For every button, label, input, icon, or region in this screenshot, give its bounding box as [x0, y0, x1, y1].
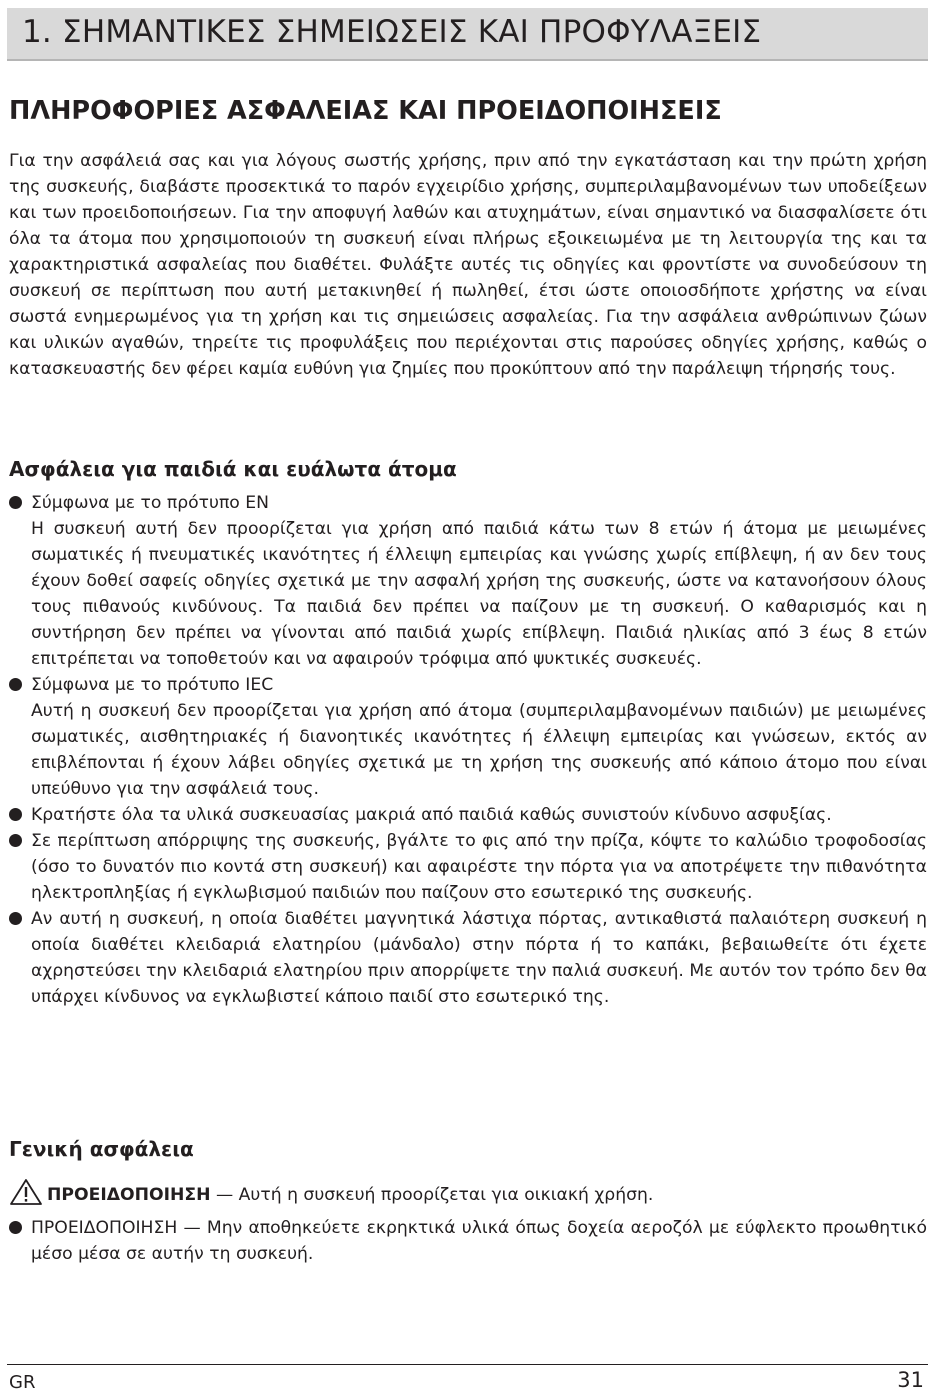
list-item-text: Αν αυτή η συσκευή, η οποία διαθέτει μαγνητικά λάστιχα πόρτας, αντικαθιστά παλαιότερη συσκευή η οποία διαθέτει κλειδαριά ελατηρίου (μάνδαλο) στην πόρτα ή το καπάκι, βεβαιωθείτε ότι έχετε αχρηστεύσει την κλειδαριά ελατηρίου πριν απορρίψετε την παλιά συσκευή. Με αυτόν τον τρόπο δεν θα υπάρχει κίνδυνος να εγκλωβιστεί κάποιο παιδί στο εσωτερικό της.: [31, 909, 927, 1007]
warning-text: — Αυτή η συσκευή προορίζεται για οικιακή χρήση.: [210, 1185, 654, 1205]
list-item-text: Αυτή η συσκευή δεν προορίζεται για χρήση από άτομα (συμπεριλαμβανομένων παιδιών) με μειωμένες σωματικές, αισθητηριακές ή διανοητικές ικανότητες ή έλλειψη εμπειρίας και γνώσεων, εκτός αν επιβλέπονται ή έχουν λάβει οδηγίες σχετικά με τη χρήση της συσκευής από κάποιο άτομο που είναι υπεύθυνο για την ασφάλειά τους.: [31, 701, 927, 799]
general-safety-title: Γενική ασφάλεια: [9, 1137, 194, 1161]
warning-label: ΠΡΟΕΙΔΟΠΟΙΗΣΗ: [47, 1185, 211, 1205]
list-item-text: Η συσκευή αυτή δεν προορίζεται για χρήση από παιδιά κάτω των 8 ετών ή άτομα με μειωμένες σωματικές ή πνευματικές ικανότητες ή έλλειψη εμπειρίας και γνώσης χωρίς επίβλεψη, ή αν δεν τους έχουν δοθεί σαφείς οδηγίες σχετικά με την ασφαλή χρήση της συσκευής, ώστε να κατανοήσουν όλους τους πιθανούς κινδύνους. Τα παιδιά δεν πρέπει να παίζουν με τη συσκευή. Ο καθαρισμός και η συντήρηση δεν πρέπει να γίνονται από παιδιά χωρίς επίβλεψη. Παιδιά ηλικίας από 3 έως 8 ετών επιτρέπεται να τοποθετούν και να αφαιρούν τρόφιμα από ψυκτικές συσκευές.: [31, 519, 927, 669]
bullet-icon: [9, 912, 22, 925]
list-item: [9, 1215, 927, 1267]
list-item: [9, 802, 927, 828]
list-item-heading: Σύμφωνα με το πρότυπο IEC: [31, 675, 274, 695]
section-title: ΠΛΗΡΟΦΟΡΙΕΣ ΑΣΦΑΛΕΙΑΣ ΚΑΙ ΠΡΟΕΙΔΟΠΟΙΗΣΕΙΣ: [9, 96, 722, 126]
warning-line: [9, 1178, 927, 1214]
list-item: [9, 906, 927, 1010]
list-item-text: Σε περίπτωση απόρριψης της συσκευής, βγάλτε το φις από την πρίζα, κόψτε το καλώδιο τροφοδοσίας (όσο το δυνατόν πιο κοντά στη συσκευή) και αφαιρέστε την πόρτα για να αποτρέψετε την πιθανότητα ηλεκτροπληξίας ή εγκλωβισμού παιδιών που παίζουν στο εσωτερικό της συσκευής.: [31, 831, 927, 903]
chapter-header: [7, 8, 928, 61]
bullet-icon: [9, 678, 22, 691]
warning-triangle-icon: [9, 1178, 43, 1214]
footer-language: GR: [9, 1372, 36, 1393]
list-item-text: ΠΡΟΕΙΔΟΠΟΙΗΣΗ — Μην αποθηκεύετε εκρηκτικά υλικά όπως δοχεία αεροζόλ με εύφλεκτο προωθητικό μέσο μέσα σε αυτήν τη συσκευή.: [31, 1218, 927, 1264]
footer-divider: [7, 1364, 928, 1365]
general-safety-list: [9, 1215, 927, 1267]
children-safety-title: Ασφάλεια για παιδιά και ευάλωτα άτομα: [9, 457, 457, 481]
bullet-icon: [9, 808, 22, 821]
bullet-icon: [9, 1221, 22, 1234]
intro-paragraph: Για την ασφάλειά σας και για λόγους σωστής χρήσης, πριν από την εγκατάσταση και την πρώτη χρήση της συσκευής, διαβάστε προσεκτικά το παρόν εγχειρίδιο χρήσης, συμπεριλαμβανομένων των υποδείξεων και των προειδοποιήσεων. Για την αποφυγή λαθών και ατυχημάτων, είναι σημαντικό να διασφαλίσετε ότι όλα τα άτομα που χρησιμοποιούν τη συσκευή είναι πλήρως εξοικειωμένα με τη λειτουργία της και τα χαρακτηριστικά ασφαλείας που διαθέτει. Φυλάξτε αυτές τις οδηγίες και φροντίστε να συνοδεύσουν τη συσκευή σε περίπτωση που αυτή μετακινηθεί ή πωληθεί, έτσι ώστε οποιοσδήποτε χρήστης να είναι σωστά ενημερωμένος για τη χρήση και τις σημειώσεις ασφαλείας. Για την ασφάλεια ανθρώπινων ζώων και υλικών αγαθών, τηρείτε τις προφυλάξεις που περιέχονται στις παρούσες οδηγίες χρήσης, καθώς ο κατασκευαστής δεν φέρει καμία ευθύνη για ζημίες που προκύπτουν από την παράλειψη τήρησής τους.: [9, 151, 927, 379]
list-item-heading: Σύμφωνα με το πρότυπο EN: [31, 493, 269, 513]
list-item: [9, 672, 927, 802]
list-item-text: Κρατήστε όλα τα υλικά συσκευασίας μακριά από παιδιά καθώς συνιστούν κίνδυνο ασφυξίας.: [31, 805, 832, 825]
chapter-title: 1. ΣΗΜΑΝΤΙΚΕΣ ΣΗΜΕΙΩΣΕΙΣ ΚΑΙ ΠΡΟΦΥΛΑΞΕΙΣ: [22, 14, 762, 50]
bullet-icon: [9, 834, 22, 847]
children-safety-list: [9, 490, 927, 1010]
list-item: [9, 490, 927, 672]
list-item: [9, 828, 927, 906]
page-number: 31: [897, 1368, 924, 1392]
bullet-icon: [9, 496, 22, 509]
